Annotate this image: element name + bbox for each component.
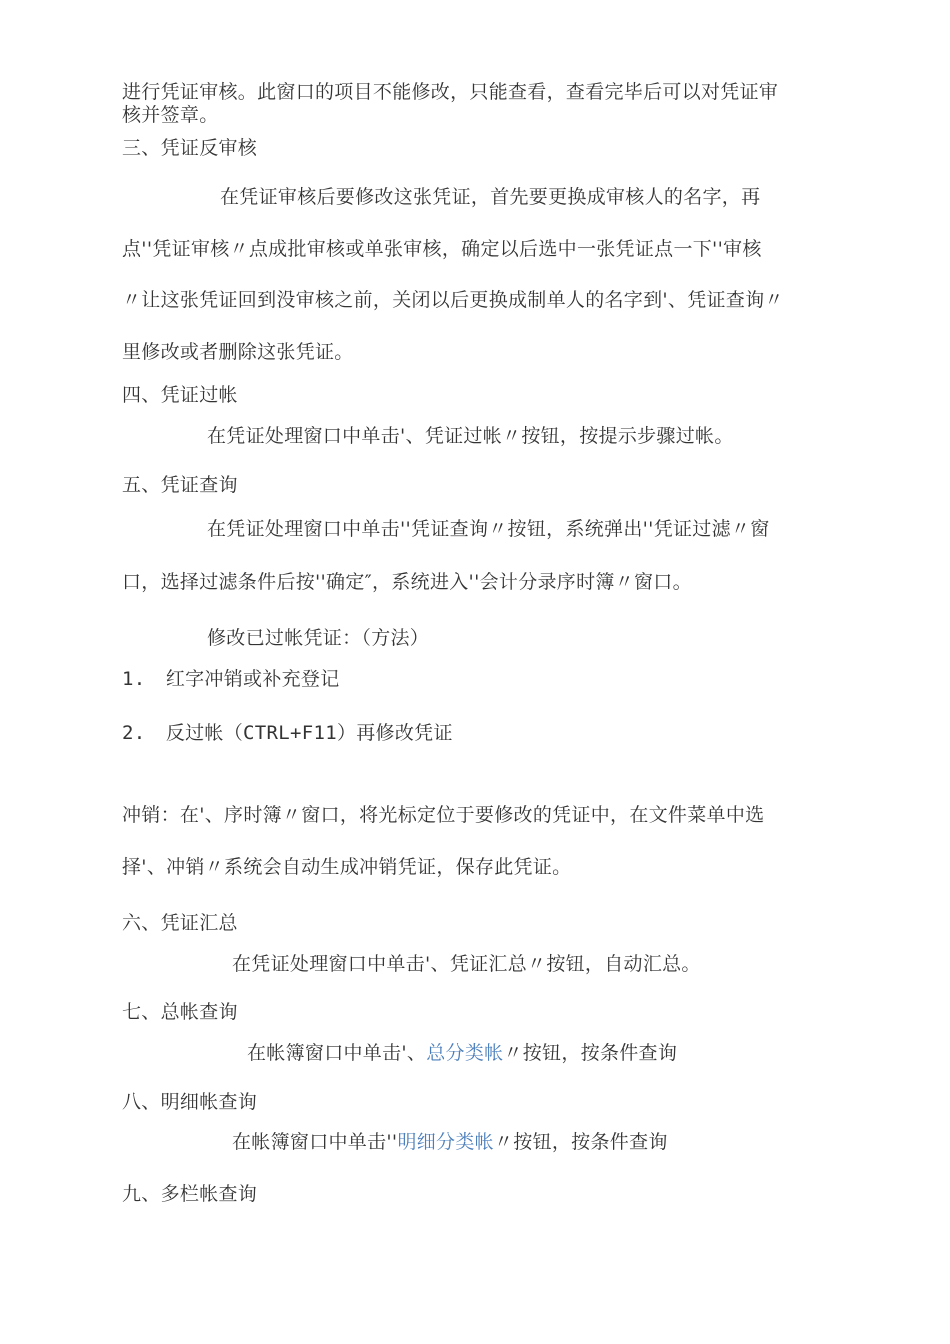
para-8-text: 在帐簿窗口中单击'' — [232, 1131, 398, 1153]
general-ledger-link[interactable]: 总分类帐 — [426, 1042, 504, 1064]
list-item-number: 1. — [122, 668, 146, 690]
para-3-line-4: 里修改或者删除这张凭证。 — [122, 341, 354, 363]
para-7-text-tail: 〃按钮，按条件查询 — [503, 1042, 678, 1064]
para-3-line-1: 在凭证审核后要修改这张凭证，首先要更换成审核人的名字，再 — [220, 186, 761, 208]
para-3-line-2: 点''凭证审核〃点成批审核或单张审核，确定以后选中一张凭证点一下''审核 — [122, 238, 762, 260]
list-item-text: 反过帐（ — [165, 722, 244, 744]
intro-text-line-1: 进行凭证审核。此窗口的项目不能修改，只能查看，查看完毕后可以对凭证审 — [122, 81, 779, 103]
reversal-line-1: 冲销：在'、序时簿〃窗口，将光标定位于要修改的凭证中，在文件菜单中选 — [122, 804, 765, 826]
reversal-line-2: 择'、冲销〃系统会自动生成冲销凭证，保存此凭证。 — [122, 856, 572, 878]
list-item — [122, 668, 340, 690]
para-5-line-2: 口，选择过滤条件后按''确定″，系统进入''会计分录序时簿〃窗口。 — [122, 571, 692, 593]
para-8 — [232, 1131, 668, 1153]
para-3-line-3: 〃让这张凭证回到没审核之前，关闭以后更换成制单人的名字到'、凭证查询〃 — [122, 289, 784, 311]
para-5-line-1: 在凭证处理窗口中单击''凭证查询〃按钮，系统弹出''凭证过滤〃窗 — [207, 518, 770, 540]
para-7 — [247, 1042, 677, 1064]
list-item-text-tail: ）再修改凭证 — [336, 722, 453, 744]
detail-ledger-link[interactable]: 明细分类帐 — [397, 1131, 494, 1153]
heading-6: 六、凭证汇总 — [122, 912, 238, 934]
para-5-subheading: 修改已过帐凭证：（方法） — [207, 627, 430, 649]
list-item-text: 红字冲销或补充登记 — [165, 668, 340, 690]
heading-5: 五、凭证查询 — [122, 474, 238, 496]
list-item-number: 2. — [122, 722, 146, 744]
heading-4: 四、凭证过帐 — [122, 384, 238, 406]
shortcut-code: CTRL+F11 — [243, 722, 337, 744]
para-4: 在凭证处理窗口中单击'、凭证过帐〃按钮，按提示步骤过帐。 — [207, 425, 734, 447]
intro-text-line-2: 核并签章。 — [122, 104, 219, 126]
heading-7: 七、总帐查询 — [122, 1001, 238, 1023]
list-item — [122, 722, 453, 744]
heading-9: 九、多栏帐查询 — [122, 1183, 258, 1205]
para-7-text: 在帐簿窗口中单击'、 — [247, 1042, 427, 1064]
heading-3: 三、凭证反审核 — [122, 137, 258, 159]
para-6: 在凭证处理窗口中单击'、凭证汇总〃按钮，自动汇总。 — [232, 953, 701, 975]
heading-8: 八、明细帐查询 — [122, 1091, 258, 1113]
para-8-text-tail: 〃按钮，按条件查询 — [493, 1131, 668, 1153]
